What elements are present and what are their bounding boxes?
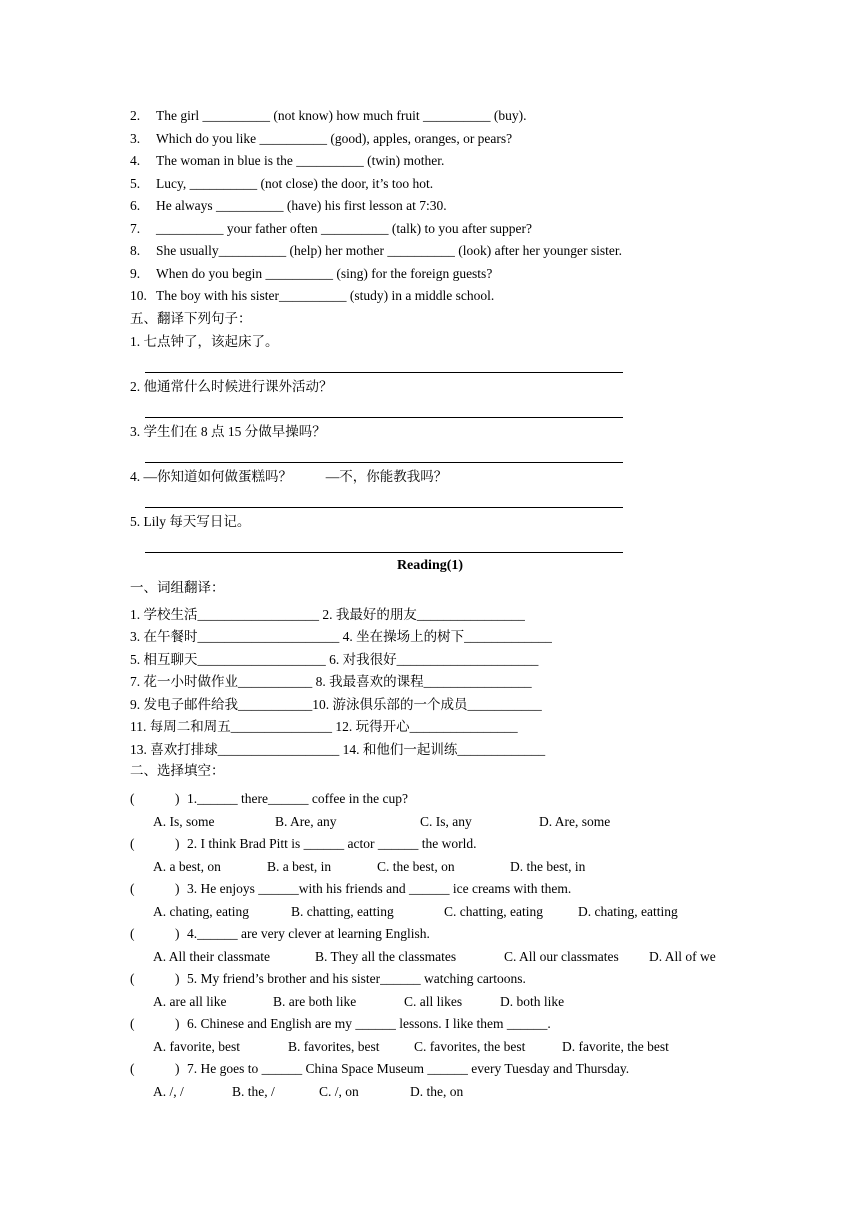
option-c: C. chatting, eating (444, 904, 543, 919)
option-a: A. favorite, best (153, 1039, 240, 1054)
option-b: B. Are, any (275, 814, 337, 829)
option-c: C. All our classmates (504, 949, 619, 964)
option-c: C. the best, on (377, 859, 455, 874)
answer-paren[interactable]: ( ) (130, 926, 180, 941)
option-d: D. favorite, the best (562, 1039, 669, 1054)
option-d: D. All of we (649, 949, 716, 964)
phrase-row: 1. 学校生活__________________ 2. 我最好的朋友________________ (130, 607, 525, 622)
question-text: 5. My friend’s brother and his sister______ watching cartoons. (187, 971, 526, 986)
answer-paren[interactable]: ( ) (130, 1016, 180, 1031)
option-c: C. /, on (319, 1084, 359, 1099)
option-d: D. the best, in (510, 859, 586, 874)
option-b: B. are both like (273, 994, 357, 1009)
fill-item: 4. The woman in blue is the __________ (twin) mother. (130, 153, 445, 168)
question-text: 3. He enjoys ______with his friends and ______ ice creams with them. (187, 881, 572, 896)
fill-item: 2. The girl __________ (not know) how much fruit __________ (buy). (130, 108, 527, 123)
fill-item: 10. The boy with his sister__________ (study) in a middle school. (130, 288, 495, 303)
fill-item: 9. When do you begin __________ (sing) for the foreign guests? (130, 266, 493, 281)
translate-item: 2. 他通常什么时候进行课外活动？ (130, 379, 333, 394)
answer-line[interactable] (145, 417, 623, 418)
answer-line[interactable] (145, 462, 623, 463)
option-a: A. chating, eating (153, 904, 249, 919)
option-d: D. both like (500, 994, 565, 1009)
fill-item: 8. She usually__________ (help) her mother __________ (look) after her younger sister. (130, 243, 623, 258)
question-text: 4.______ are very clever at learning English. (187, 926, 430, 941)
question-text: 1.______ there______ coffee in the cup? (187, 791, 408, 806)
answer-line[interactable] (145, 507, 623, 508)
fill-item: 6. He always __________ (have) his first lesson at 7:30. (130, 198, 447, 213)
translate-item: 5. Lily 每天写日记。 (130, 514, 251, 529)
answer-paren[interactable]: ( ) (130, 971, 180, 986)
option-b: B. the, / (232, 1084, 275, 1099)
answer-paren[interactable]: ( ) (130, 791, 180, 806)
option-b: B. chatting, eatting (291, 904, 394, 919)
reading-title: Reading(1) (396, 558, 464, 573)
translate-item: 4. —你知道如何做蛋糕吗？ —不，你能教我吗？ (130, 469, 448, 484)
option-d: D. the, on (410, 1084, 464, 1099)
option-a: A. /, / (153, 1084, 184, 1099)
fill-item: 3. Which do you like __________ (good), apples, oranges, or pears? (130, 131, 513, 146)
phrase-row: 11. 每周二和周五_______________ 12. 玩得开心________________ (130, 719, 518, 734)
question-text: 7. He goes to ______ China Space Museum ______ every Tuesday and Thursday. (187, 1061, 630, 1076)
answer-paren[interactable]: ( ) (130, 881, 180, 896)
option-c: C. Is, any (420, 814, 472, 829)
phrase-row: 5. 相互聊天___________________ 6. 对我很好_____________________ (130, 652, 539, 667)
question-text: 2. I think Brad Pitt is ______ actor ______ the world. (187, 836, 477, 851)
section-heading: 五、翻译下列句子： (130, 311, 252, 326)
fill-item: 7. __________ your father often __________ (talk) to you after supper? (130, 221, 533, 236)
option-d: D. Are, some (539, 814, 611, 829)
answer-paren[interactable]: ( ) (130, 836, 180, 851)
phrase-row: 7. 花一小时做作业___________ 8. 我最喜欢的课程________________ (130, 674, 532, 689)
answer-line[interactable] (145, 372, 623, 373)
option-d: D. chating, eatting (578, 904, 678, 919)
option-a: A. Is, some (153, 814, 215, 829)
section-heading: 一、词组翻译： (130, 580, 225, 595)
answer-paren[interactable]: ( ) (130, 1061, 180, 1076)
option-c: C. favorites, the best (414, 1039, 526, 1054)
phrase-row: 9. 发电子邮件给我___________10. 游泳俱乐部的一个成员___________ (130, 697, 542, 712)
option-b: B. They all the classmates (315, 949, 457, 964)
phrase-row: 13. 喜欢打排球__________________ 14. 和他们一起训练_____________ (130, 742, 546, 757)
translate-item: 1. 七点钟了，该起床了。 (130, 334, 279, 349)
option-a: A. All their classmate (153, 949, 270, 964)
option-b: B. favorites, best (288, 1039, 380, 1054)
option-c: C. all likes (404, 994, 463, 1009)
option-b: B. a best, in (267, 859, 332, 874)
option-a: A. are all like (153, 994, 227, 1009)
translate-item: 3. 学生们在 8 点 15 分做早操吗？ (130, 424, 326, 439)
fill-item: 5. Lucy, __________ (not close) the door, it’s too hot. (130, 176, 434, 191)
answer-line[interactable] (145, 552, 623, 553)
phrase-row: 3. 在午餐时_____________________ 4. 坐在操场上的树下_____________ (130, 629, 552, 644)
option-a: A. a best, on (153, 859, 221, 874)
section-heading: 二、选择填空： (130, 763, 225, 778)
question-text: 6. Chinese and English are my ______ lessons. I like them ______. (187, 1016, 551, 1031)
